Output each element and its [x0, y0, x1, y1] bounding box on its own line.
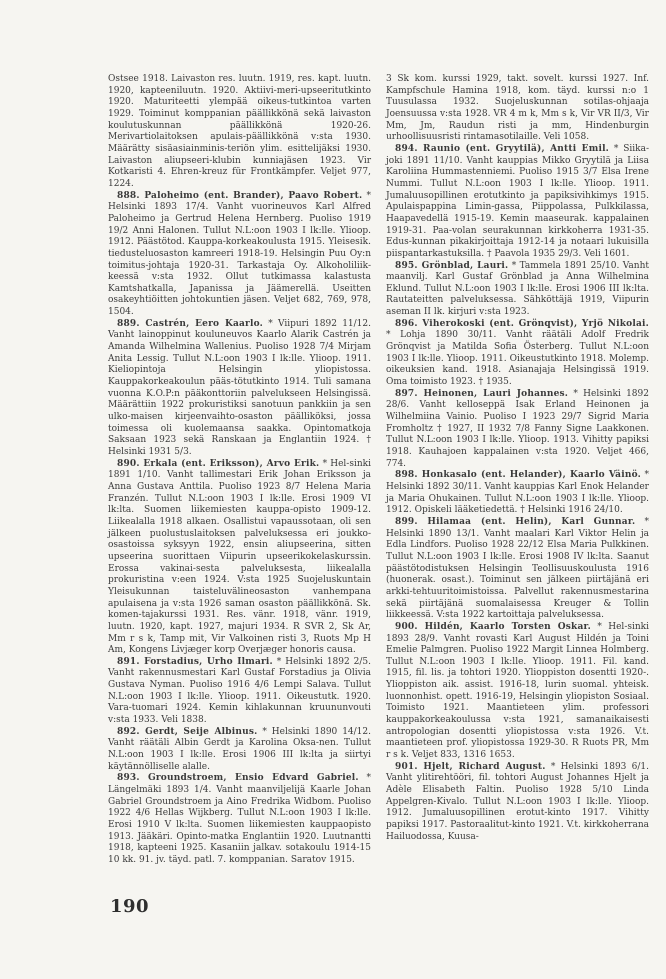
entry-heading: 898. Honkasalo (ent. Helander), Kaarlo Väinö. — [395, 470, 641, 481]
entry-text: * Helsinki 1892 30/11. Vanht kauppias Karl Enok Helander ja Maria Ohukainen. Tullut N.L:oon 1903 I lk:lle. Ylioop. 1912. Opiskeli lääketiedettä. † Helsinki 1916 24/10. — [386, 470, 649, 516]
entry-text: * Hel-sinki 1893 28/9. Vanht rovasti Karl August Hildén ja Toini Emelie Palmgren. Puoliso 1922 Margit Linnea Holmberg. Tullut N.L:oon 1903 I lk:lle. Ylioop. 1911. Fil. kand. 1915, fil. lis. ja tohtori 1920. Ylioppiston dosentti 1920-. Ylioppiston aik. assist. 1916-18, lurin suomal. yhteisk. luonnonhist. opett. 1916-19, Helsingin yliopiston Sosiaal. Toimisto 1921. Maantieteen ylim. professori kauppakorkeakoulussa v:sta 1921, samanaikaisesti antropologian dosentti yliopistossa v:sta 1926. V.t. maantieteen prof. yliopistossa 1929-30. R Ruots PR, Mm r s k. Veljet 833, 1316 1653. — [386, 621, 649, 761]
entry-heading: 899. Hilamaa (ent. Helin), Karl Gunnar. — [395, 516, 636, 527]
entry-heading: 901. Hjelt, Richard August. — [395, 761, 546, 772]
right-column — [386, 74, 649, 843]
entry-text: * Helsinki 1890 14/12. Vanht räätäli Albin Gerdt ja Karolina Oksa-nen. Tullut N.L:oon 1903 I lk:lle. Erosi 1906 III lk:lta ja siirtyi käytännölliselle alalle. — [108, 726, 371, 772]
entry-heading: 895. Grönblad, Lauri. — [395, 260, 509, 271]
entry-heading: 900. Hildén, Kaarlo Torsten Oskar. — [395, 621, 591, 632]
register-entry — [108, 319, 371, 459]
entry-heading: 891. Forstadius, Urho Ilmari. — [117, 656, 273, 667]
entry-heading: 890. Erkala (ent. Eriksson), Arvo Erik. — [117, 458, 320, 469]
register-entry — [386, 261, 649, 319]
register-entry — [386, 622, 649, 762]
register-entry — [108, 74, 371, 191]
entry-heading: 888. Paloheimo (ent. Brander), Paavo Robert. — [117, 190, 363, 201]
page-number: 190 — [110, 896, 150, 917]
register-entry — [108, 773, 371, 866]
entry-text: * Helsinki 1893 17/4. Vanht vuorineuvos Karl Alfred Paloheimo ja Gertrud Helena Hernberg. Puoliso 1919 19/2 Anni Halonen. Tullut N.L:oon 1903 I lk:lle. Ylioop. 1912. Päästötod. Kauppa-korkeakoulusta 1915. Yleisesik. tiedusteluosaston kamreeri 1918-19. Helsingin Puu Oy:n toimitus-johtaja 1920-31. Tarkastaja Oy. Alkoholiliik-keessä v:sta 1932. Ollut tutkimassa kalastusta Kamtshatkalla, Japanissa ja Jäämerellä. Useitten osakeyhtiöitten johtokuntien jäsen. Veljet 682, 769, 978, 1504. — [108, 190, 371, 318]
register-entry — [108, 191, 371, 319]
register-entry — [386, 74, 649, 144]
entry-text: * Lohja 1890 30/11. Vanht räätäli Adolf Fredrik Grönqvist ja Matilda Sofia Österberg. Tullut N.L:oon 1903 I lk:lle. Ylioop. 1911. Oikeustutkinto 1918. Molemp. oikeuksien kand. 1918. Asianajaja Helsingissä 1919. Oma toimisto 1923. † 1935. — [386, 330, 649, 388]
entry-heading: 889. Castrén, Eero Kaarlo. — [117, 318, 263, 329]
entry-text: * Viipuri 1892 11/12. Vanht lainoppinut kouluneuvos Kaarlo Alarik Castrén ja Amanda Wilhelmina Wallenius. Puoliso 1928 7/4 Mirjam Anita Lessig. Tullut N.L:oon 1903 I lk:lle. Ylioop. 1911. Kieliopintoja Helsingin yliopistossa. Kauppakorkeakoulun pääs-tötutkinto 1914. Tuli samana vuonna K.O.P:n pääkonttoriin palvelukseen Helsingissä. Määrättiin 1922 prokuristiksi sanotuun pankkiin ja sen ulko-maisen kirjeenvaihto-osaston päälliköksi, jossa toimessa oli kuolemaansa saakka. Opintomatkoja Saksaan 1923 sekä Ranskaan ja Englantiin 1924. † Helsinki 1931 5/3. — [108, 318, 371, 457]
entry-heading: 896. Viherokoski (ent. Grönqvist), Yrjö Nikolai. — [395, 318, 649, 329]
register-entry — [386, 517, 649, 622]
entry-heading: 897. Heinonen, Lauri Johannes. — [395, 388, 569, 399]
register-entry — [108, 657, 371, 727]
entry-heading: 894. Raunio (ent. Gryytilä), Antti Emil. — [395, 143, 610, 154]
entry-text: * Helsinki 1893 6/1. Vanht ylitirehtööri, fil. tohtori August Johannes Hjelt ja Adèle Elisabeth Faltin. Puoliso 1928 5/10 Linda Appelgren-Kivalo. Tullut N.L:oon 1903 I lk:lle. Ylioop. 1912. Jumaluusopillinen erotut-kinto 1917. Vihitty papiksi 1917. Pastoraalitut-kinto 1921. V.t. kirkkoherrana Hailuodossa, Kuusa- — [386, 761, 649, 842]
entry-text: 3 Sk kom. kurssi 1929, takt. sovelt. kurssi 1927. Inf. Kampfschule Hamina 1918, kom. täyd. kurssi n:o 1 Tuusulassa 1932. Suojeluskunnan sotilas-ohjaaja Joensuussa v:sta 1928. VR 4 m k, Mm s k, Vir VR II/3, Vir Mm, Jm, Raudun risti ja mm, Hindenburgin urhoollisuusristi rintamasotilaille. Veli 1058. — [386, 74, 649, 143]
entry-heading: 893. Groundstroem, Ensio Edvard Gabriel. — [117, 773, 359, 784]
entry-text: * Siika-joki 1891 11/10. Vanht kauppias Mikko Gryytilä ja Liisa Karoliina Hummastenniemi. Puoliso 1915 3/7 Elsa Irene Nummi. Tullut N.L:oon 1903 I lk:lle. Ylioop. 1911. Jumaluusopillinen erotutkinto ja papiksivihkimys 1915. Apulaispappina Limin-gassa, Piippolassa, Pulkkilassa, Haapavedellä 1915-19. Kemin maaseurak. kappalainen 1919-31. Paa-volan seurakunnan kirkkoherra 1931-35. Edus-kunnan pikakirjoittaja 1912-14 ja notaari lukuisilla piispantarkastuksilla. † Paavola 1935 29/3. Veli 1601. — [386, 143, 649, 259]
entry-text: * Helsinki 1890 13/1. Vanht maalari Karl Viktor Helin ja Edla Lindfors. Puoliso 1928 22/12 Elsa Maria Pulkkinen. Tullut N.L:oon 1903 I lk:lle. Erosi 1908 IV lk:lta. Saanut päästötodistuksen Helsingin Teollisuuskoulusta 1916 (huonerak. osast.). Toiminut sen jälkeen piirtäjänä eri arkki-tehtuuritoimistoissa. Palvellut rakennusmestarina sekä piirtäjänä suomalaisessa Kreuger & Tollin liikkeessä. V:sta 1922 kartoittaja palveluksessa. — [386, 516, 649, 621]
register-entry — [108, 459, 371, 657]
entry-text: * Hel-sinki 1891 1/10. Vanht tallimestari Erik Johan Eriksson ja Anna Gustava Anttila. Puoliso 1923 8/7 Helena Maria Franzén. Tullut N.L:oon 1903 I lk:lle. Erosi 1909 VI lk:lta. Suomen liikemiesten kauppa-opisto 1909-12. Liikealalla 1918 alkaen. Osallistui vapaussotaan, oli sen jälkeen puolustuslaitoksen palveluksessa eri joukko-osastoissa syksyyn 1922, ensin aliupseerina, sitten upseerina suorittaen Viipurin upseerikokelaskurssin. Erossa vakinai-sesta palveluksesta, liikealalla prokuristina v:een 1924. V:sta 1925 Suojeluskuntain Yleisukunnan taisteluvälineosaston vanhempana apulaisena ja v:sta 1926 saman osaston päällikkönä. Sk. komen-tajakurssi 1931. Res. vänr. 1918, vänr. 1919, luutn. 1920, kapt. 1927, majuri 1934. R SVR 2, Sk Ar, Mm r s k, Tamp mit, Vir Valkoinen risti 3, Ruots Mp H Am, Kongens Livjæger korp Overjæger honoris causa. — [108, 458, 371, 656]
register-entry — [386, 389, 649, 471]
entry-heading: 892. Gerdt, Seije Albinus. — [117, 726, 258, 737]
entry-text: * Helsinki 1892 28/6. Vanht kelloseppä Isak Erland Heinonen ja Wilhelmiina Vainio. Puoliso I 1923 29/7 Sigrid Maria Fromholtz † 1927, II 1932 7/8 Fanny Signe Laakkonen. Tullut N.L:oon 1903 I lk:lle. Ylioop. 1913. Vihitty papiksi 1918. Kauhajoen kappalainen v:sta 1920. Veljet 466, 774. — [386, 388, 649, 469]
register-entry — [108, 727, 371, 774]
entry-text: * Längelmäki 1893 1/4. Vanht maanviljelijä Kaarle Johan Gabriel Groundstroem ja Aino Fredrika Widbom. Puoliso 1922 4/6 Hellas Wijkberg. Tullut N.L:oon 1903 I lk:lle. Erosi 1910 V lk:lta. Suomen liikemiesten kauppaopisto 1913. Jääkäri. Opinto-matka Englantiin 1920. Luutnantti 1918, kapteeni 1925. Kasaniin jalkav. sotakoulu 1914-15 10 kk. 91. jv. täyd. patl. 7. komppanian. Saratov 1915. — [108, 773, 371, 865]
register-entry — [386, 470, 649, 517]
register-entry — [386, 762, 649, 844]
entry-text: Ostsee 1918. Laivaston res. luutn. 1919, res. kapt. luutn. 1920, kapteeniluutn. 1920. Aktiivi-meri-upseeritutkinto 1920. Maturiteetti ylempää oikeus-tutkintoa varten 1929. Toiminut komppanian päällikkönä sekä laivaston koulutuskunnan päällikkönä 1920-26. Merivartiolaitoksen apulais-päällikkönä v:sta 1930. Määrätty sisäasiainminis-teriön ylim. esittelijäksi 1930. Laivaston aliupseeri-klubin kunniajäsen 1923. Vir Kotkaristi 4. Ehren-kreuz für Frontkämpfer. Veljet 977, 1224. — [108, 74, 371, 189]
left-column — [108, 74, 371, 867]
entry-text: * Tammela 1891 25/10. Vanht maanvilj. Karl Gustaf Grönblad ja Anna Wilhelmina Eklund. Tullut N.L:oon 1903 I lk:lle. Erosi 1906 III lk:lta. Rautateitten palveluksessa. Sähköttäjä 1919, Viipurin aseman II lk. kirjuri v:sta 1923. — [386, 260, 649, 318]
register-entry — [386, 144, 649, 261]
entry-text: * Helsinki 1892 2/5. Vanht rakennusmestari Karl Gustaf Forstadius ja Olivia Gustava Nyman. Puoliso 1916 4/6 Lempi Salava. Tullut N.L:oon 1903 I lk:lle. Ylioop. 1911. Oikeustutk. 1920. Vara-tuomari 1924. Kemin kihlakunnan kruununvouti v:sta 1933. Veli 1838. — [108, 656, 371, 726]
register-entry — [386, 319, 649, 389]
